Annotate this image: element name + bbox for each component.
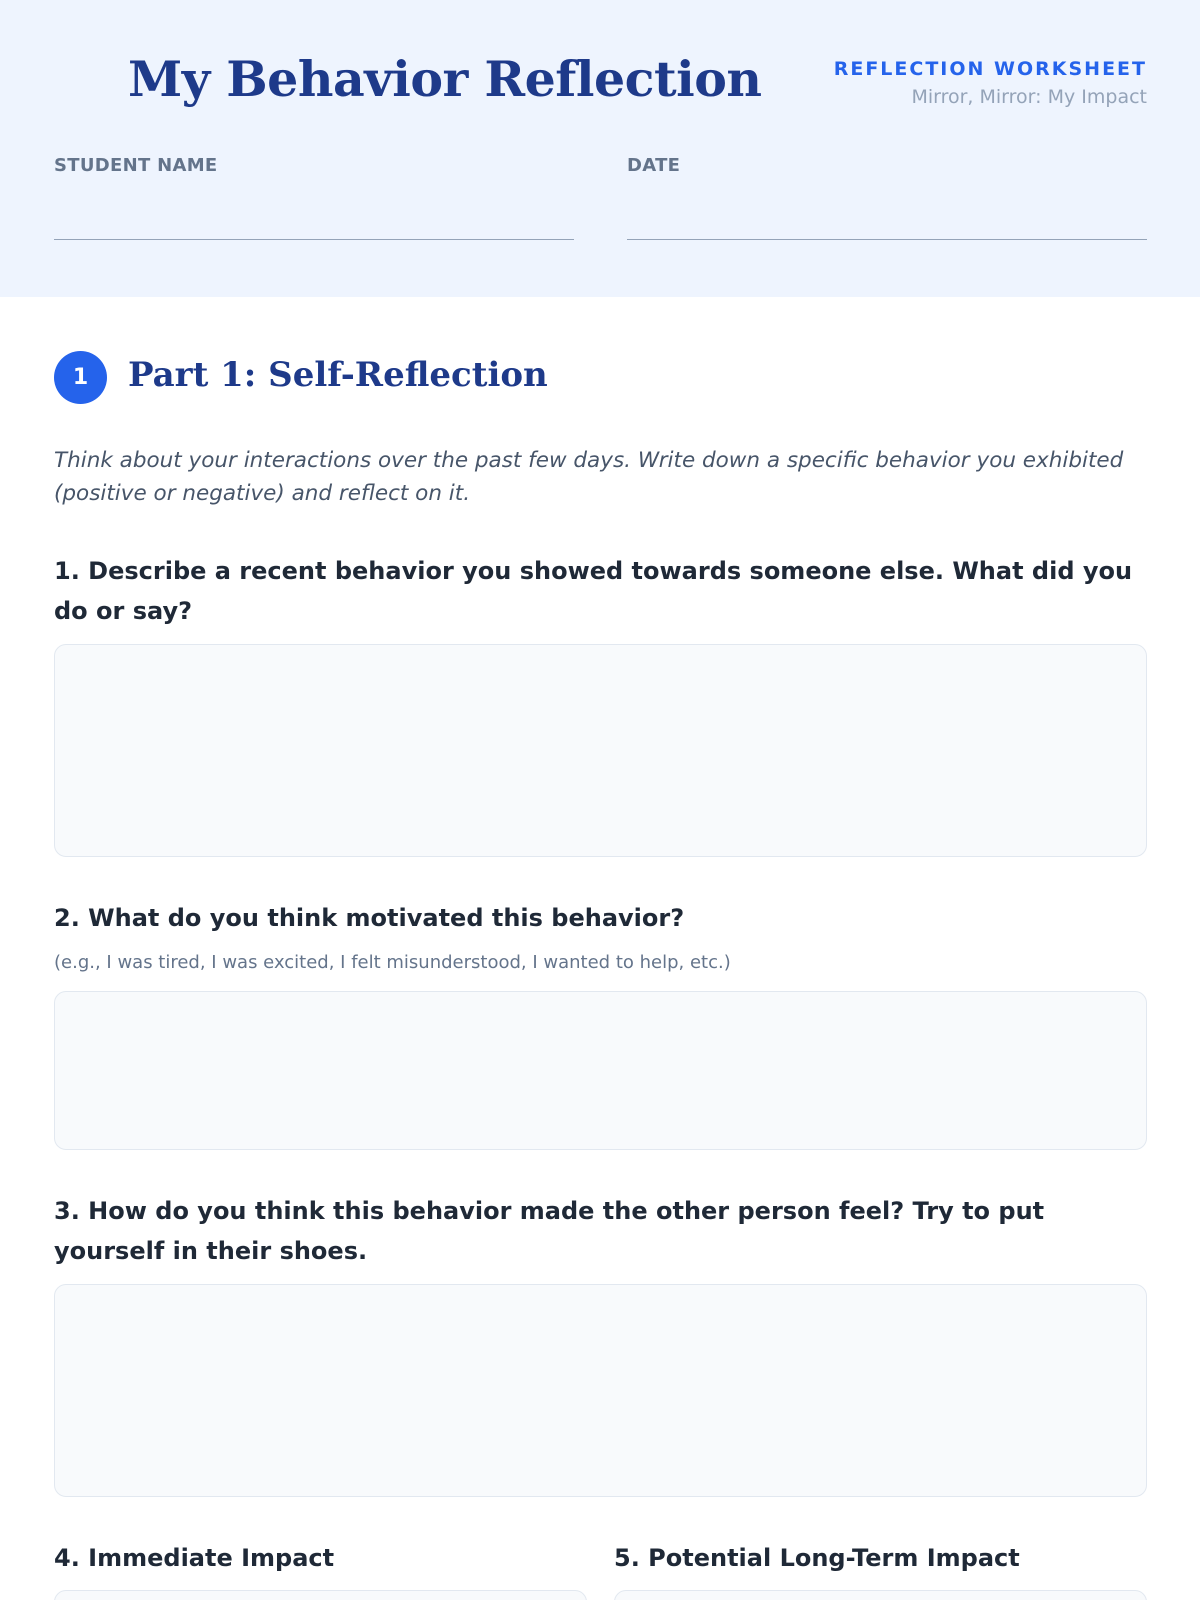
question-4-answer-box[interactable] [54, 1590, 587, 1600]
part-instructions: Think about your interactions over the past few days. Write down a specific behavior you exhibited (positive or negative) and reflect on it. [54, 448, 1124, 506]
question-4-label: 4. Immediate Impact [54, 1544, 335, 1572]
date-label: DATE [627, 155, 681, 176]
question-5-label: 5. Potential Long-Term Impact [614, 1544, 1020, 1572]
date-field[interactable] [627, 239, 1147, 240]
worksheet-header [0, 0, 1200, 297]
worksheet-title: My Behavior Reflection [128, 50, 762, 108]
part-title: Part 1: Self-Reflection [128, 355, 548, 395]
worksheet-subtitle: Mirror, Mirror: My Impact [911, 86, 1147, 108]
question-2-label: 2. What do you think motivated this behavior? [54, 904, 685, 932]
question-3-label: 3. How do you think this behavior made the other person feel? Try to put yourself in their shoes. [54, 1197, 1045, 1265]
student-name-field[interactable] [54, 239, 574, 240]
question-1-label: 1. Describe a recent behavior you showed towards someone else. What did you do or say? [54, 557, 1133, 625]
question-3-answer-box[interactable] [54, 1284, 1147, 1497]
part-number-badge: 1 [54, 351, 107, 404]
question-1-answer-box[interactable] [54, 644, 1147, 857]
worksheet-type-label: REFLECTION WORKSHEET [833, 58, 1147, 80]
student-name-label: STUDENT NAME [54, 155, 218, 176]
question-2-hint: (e.g., I was tired, I was excited, I felt misunderstood, I wanted to help, etc.) [54, 952, 731, 973]
question-5-answer-box[interactable] [614, 1590, 1147, 1600]
question-2-answer-box[interactable] [54, 991, 1147, 1150]
